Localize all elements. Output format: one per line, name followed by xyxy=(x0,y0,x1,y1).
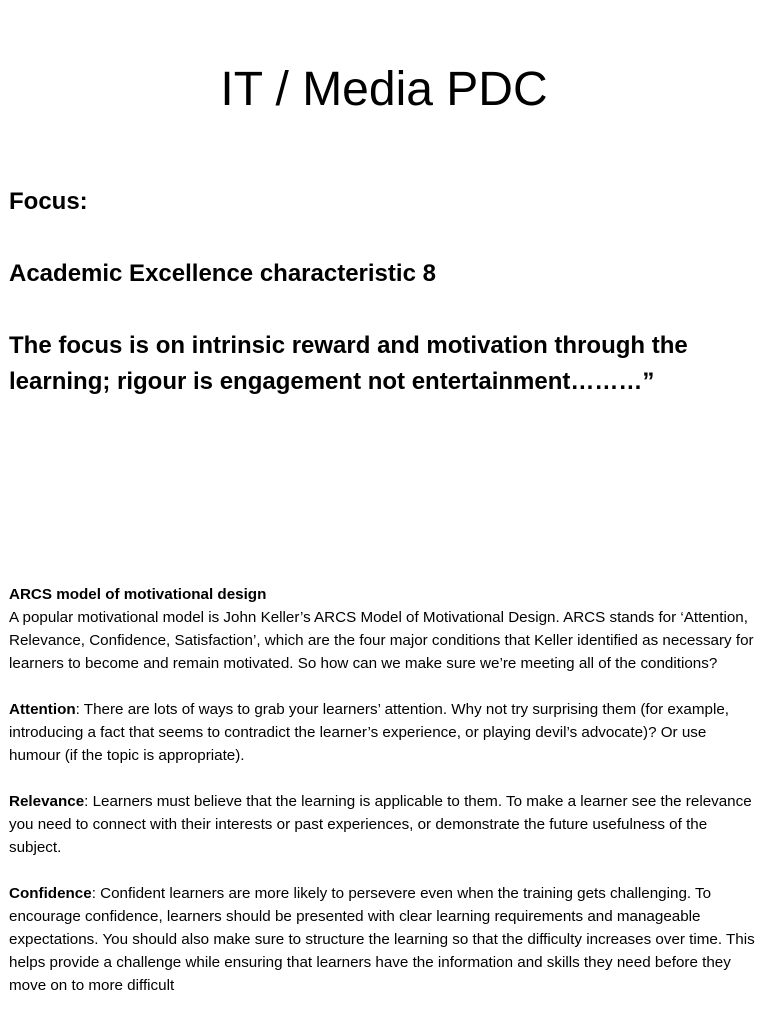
focus-label: Focus: xyxy=(9,188,88,215)
confidence-paragraph xyxy=(9,882,761,997)
arcs-section xyxy=(9,583,761,1020)
focus-characteristic: Academic Excellence characteristic 8 xyxy=(9,260,436,287)
arcs-intro-text: A popular motivational model is John Keller’s ARCS Model of Motivational Design. ARCS stands for ‘Attention, Relevance, Confidence, Satisfaction’, which are the four major conditions that Keller identified as necessary for learners to become and remain motivated. So how can we make sure we’re meeting all of the conditions? xyxy=(9,609,754,672)
arcs-heading: ARCS model of motivational design xyxy=(9,586,267,603)
relevance-paragraph xyxy=(9,790,761,859)
attention-paragraph xyxy=(9,698,761,767)
page-title: IT / Media PDC xyxy=(220,63,548,116)
attention-text: : There are lots of ways to grab your learners’ attention. Why not try surprising them (for example, introducing a fact that seems to contradict the learner’s experience, or playing devil’s advocate)? Or use humour (if the topic is appropriate). xyxy=(9,701,729,764)
focus-section xyxy=(9,184,759,400)
confidence-text: : Confident learners are more likely to persevere even when the training gets challenging. To encourage confidence, learners should be presented with clear learning requirements and manageable expectations. You should also make sure to structure the learning so that the difficulty increases over time. This helps provide a challenge while ensuring that learners have the information and skills they need before they move on to more difficult xyxy=(9,885,755,994)
arcs-intro-paragraph xyxy=(9,583,761,675)
relevance-term: Relevance xyxy=(9,793,85,810)
attention-term: Attention xyxy=(9,701,76,718)
relevance-text: : Learners must believe that the learning is applicable to them. To make a learner see the relevance you need to connect with their interests or past experiences, or demonstrate the future usefulness of the subject. xyxy=(9,793,752,856)
focus-quote: The focus is on intrinsic reward and motivation through the learning; rigour is engagement not entertainment………” xyxy=(9,332,688,395)
confidence-term: Confidence xyxy=(9,885,92,902)
